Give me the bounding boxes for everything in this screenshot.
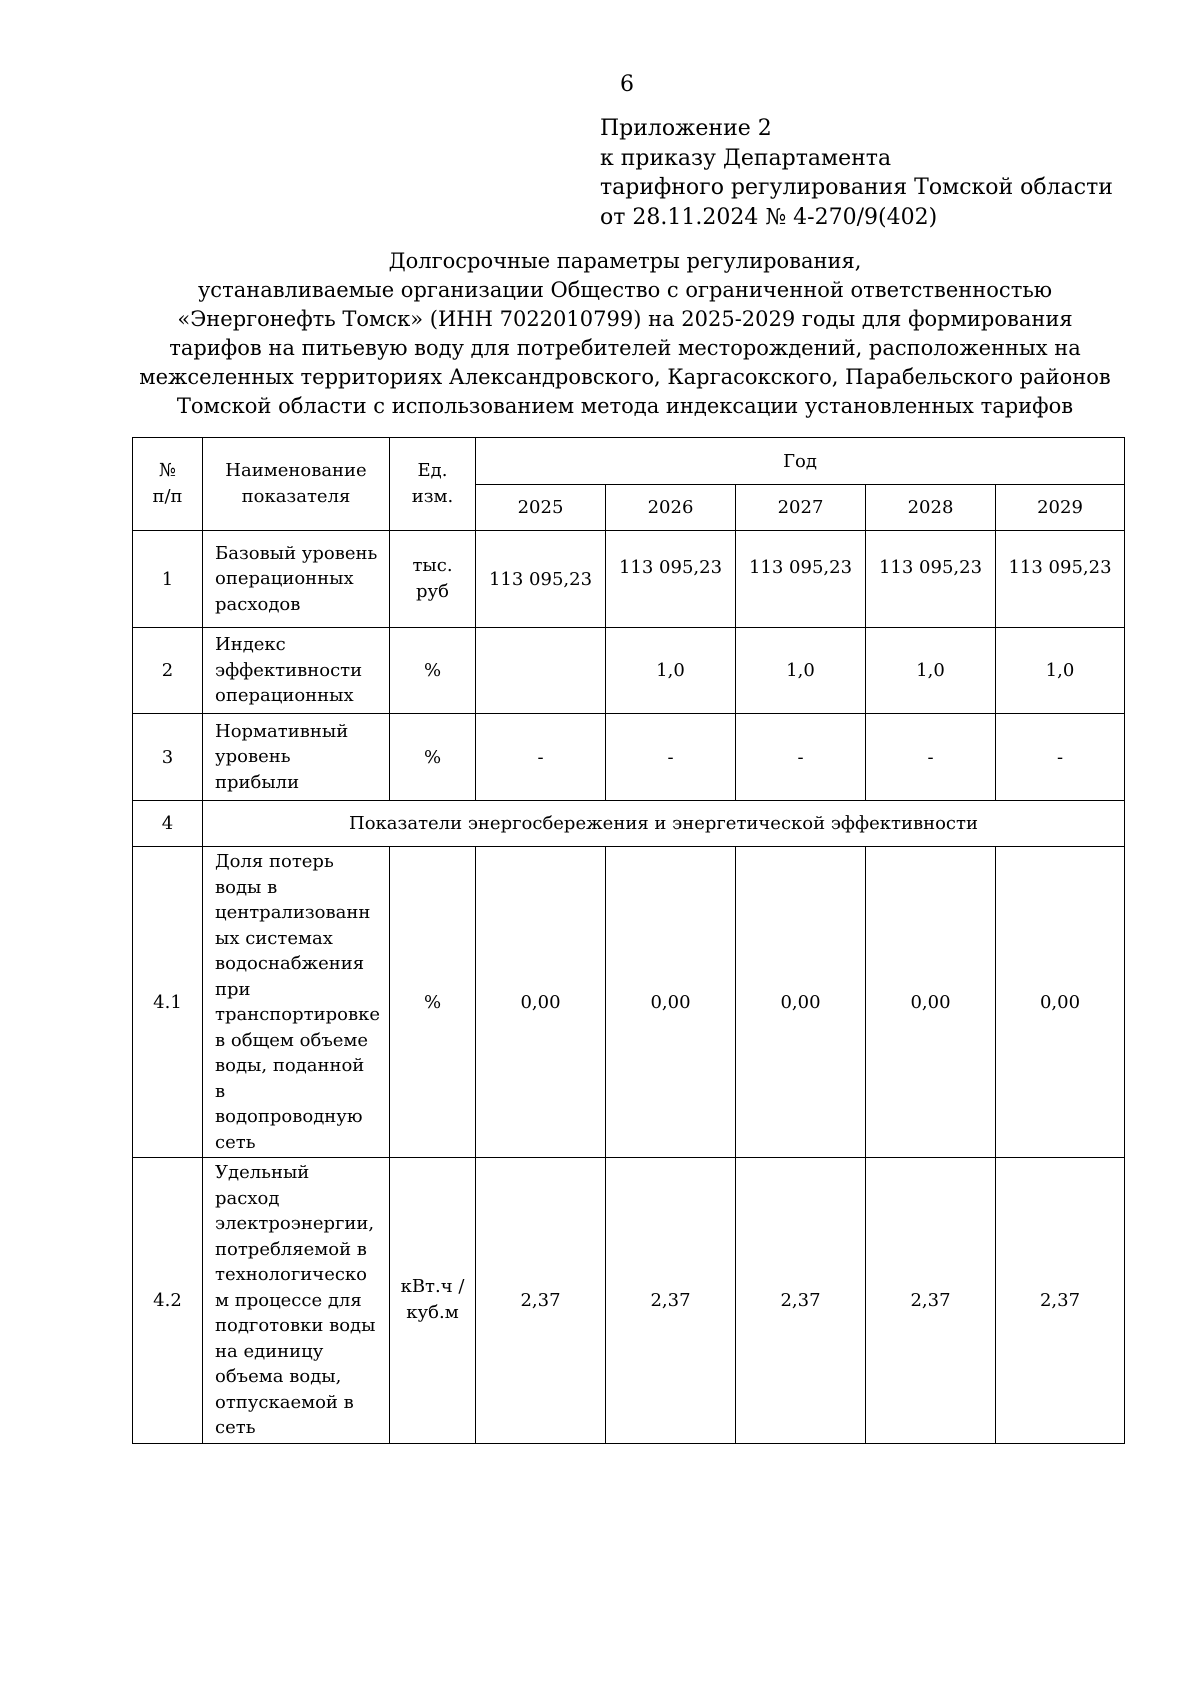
table-header-row	[133, 438, 1125, 485]
row-value: -	[736, 714, 866, 801]
row-num: 3	[133, 714, 203, 801]
header-year-group: Год	[476, 438, 1125, 485]
page-number: 6	[620, 72, 634, 97]
row-name-line: водопроводную	[215, 1106, 363, 1127]
appendix-line: к приказу Департамента	[600, 145, 892, 171]
row-value: -	[606, 714, 736, 801]
title-line: «Энергонефть Томск» (ИНН 7022010799) на 2025-2029 годы для формирования	[177, 307, 1073, 331]
row-name-line: подготовки воды	[215, 1315, 376, 1336]
row-name-line: уровень	[215, 746, 291, 768]
title-line: межселенных территориях Александровского, Каргасокского, Парабельского районов	[139, 365, 1111, 389]
header-year: 2026	[606, 485, 736, 531]
row-num: 1	[133, 531, 203, 628]
header-num-line: №	[158, 460, 177, 481]
title-line: тарифов на питьевую воду для потребителей месторождений, расположенных на	[169, 336, 1081, 360]
row-name-line: расходов	[215, 593, 301, 615]
row-value: 0,00	[996, 847, 1125, 1158]
row-value: 113 095,23	[736, 531, 866, 628]
parameters-table	[132, 437, 1125, 1444]
row-value: 0,00	[606, 847, 736, 1158]
row-name-line: потребляемой в	[215, 1238, 367, 1260]
row-name	[203, 714, 390, 801]
appendix-block	[600, 114, 1113, 232]
row-name-line: Нормативный	[215, 720, 349, 742]
row-name-line: м процессе для	[215, 1289, 362, 1311]
header-year: 2029	[996, 485, 1125, 531]
row-value: 0,00	[866, 847, 996, 1158]
row-value: 2,37	[476, 1158, 606, 1444]
row-value: 2,37	[866, 1158, 996, 1444]
row-name-line: при	[215, 978, 251, 1000]
row-name-line: объема воды,	[215, 1366, 342, 1387]
header-num	[133, 438, 203, 531]
header-name-line: показателя	[241, 486, 351, 507]
row-name-line: на единицу	[215, 1340, 324, 1362]
row-value: -	[996, 714, 1125, 801]
header-year: 2027	[736, 485, 866, 531]
row-name	[203, 628, 390, 714]
row-name-line: прибыли	[215, 771, 300, 793]
row-value: -	[866, 714, 996, 801]
row-name-line: Индекс	[215, 634, 286, 656]
appendix-line: Приложение 2	[600, 116, 772, 141]
row-name	[203, 531, 390, 628]
table-row	[133, 714, 1125, 801]
title-line: Долгосрочные параметры регулирования,	[388, 249, 862, 273]
row-value: 2,37	[996, 1158, 1125, 1444]
row-unit	[390, 531, 476, 628]
row-name-line: отпускаемой в	[215, 1391, 354, 1413]
row-name-line: Доля потерь	[215, 851, 334, 872]
row-value: 113 095,23	[996, 531, 1125, 628]
row-value: 2,37	[736, 1158, 866, 1444]
row-name-line: сеть	[215, 1417, 256, 1438]
row-value	[476, 628, 606, 714]
row-value: 1,0	[606, 628, 736, 714]
row-unit: %	[390, 714, 476, 801]
table-row	[133, 531, 1125, 628]
header-year: 2028	[866, 485, 996, 531]
row-value: 113 095,23	[476, 531, 606, 628]
row-name-line: операционных	[215, 685, 354, 707]
section-title: Показатели энергосбережения и энергетической эффективности	[203, 801, 1125, 847]
row-name-line: Базовый уровень	[215, 542, 378, 564]
row-num: 4.1	[133, 847, 203, 1158]
row-name-line: Удельный	[215, 1162, 310, 1183]
row-name-line: электроэнергии,	[215, 1213, 375, 1234]
header-num-line: п/п	[152, 486, 183, 507]
row-value: 113 095,23	[606, 531, 736, 628]
row-value: -	[476, 714, 606, 801]
row-unit	[390, 1158, 476, 1444]
row-name-line: технологическо	[215, 1264, 368, 1285]
row-value: 113 095,23	[866, 531, 996, 628]
table-row	[133, 628, 1125, 714]
row-name-line: в	[215, 1080, 226, 1102]
row-value: 1,0	[866, 628, 996, 714]
header-year: 2025	[476, 485, 606, 531]
row-unit-line: руб	[416, 581, 449, 602]
row-num: 2	[133, 628, 203, 714]
row-unit-line: тыс.	[412, 555, 453, 576]
row-value: 1,0	[736, 628, 866, 714]
appendix-line: тарифного регулирования Томской области	[600, 175, 1113, 200]
row-name	[203, 847, 390, 1158]
header-unit	[390, 438, 476, 531]
row-name-line: воды в	[215, 876, 278, 898]
document-title	[130, 247, 1120, 421]
header-unit-line: изм.	[411, 486, 454, 507]
row-unit-line: кВт.ч /	[400, 1276, 465, 1298]
row-name-line: расход	[215, 1187, 280, 1209]
header-name	[203, 438, 390, 531]
row-name-line: водоснабжения	[215, 953, 365, 974]
header-unit-line: Ед.	[417, 460, 448, 481]
table-section-row	[133, 801, 1125, 847]
header-name-line: Наименование	[225, 460, 367, 481]
row-num: 4.2	[133, 1158, 203, 1444]
title-line: устанавливаемые организации Общество с ограниченной ответственностью	[197, 278, 1053, 302]
row-value: 0,00	[736, 847, 866, 1158]
title-line: Томской области с использованием метода индексации установленных тарифов	[176, 394, 1074, 418]
row-value: 2,37	[606, 1158, 736, 1444]
row-name	[203, 1158, 390, 1444]
table-row	[133, 1158, 1125, 1444]
row-name-line: воды, поданной	[215, 1055, 365, 1076]
row-name-line: операционных	[215, 568, 354, 590]
row-unit: %	[390, 628, 476, 714]
row-value: 1,0	[996, 628, 1125, 714]
row-num: 4	[133, 801, 203, 847]
row-unit: %	[390, 847, 476, 1158]
row-name-line: эффективности	[215, 659, 363, 681]
row-name-line: централизованн	[215, 902, 371, 923]
row-value: 0,00	[476, 847, 606, 1158]
row-unit-line: куб.м	[406, 1302, 459, 1324]
table-row	[133, 847, 1125, 1158]
appendix-line: от 28.11.2024 № 4-270/9(402)	[600, 204, 938, 230]
row-name-line: транспортировке	[215, 1004, 380, 1025]
row-name-line: сеть	[215, 1131, 256, 1153]
row-name-line: ых системах	[215, 927, 333, 949]
row-name-line: в общем объеме	[215, 1029, 369, 1051]
